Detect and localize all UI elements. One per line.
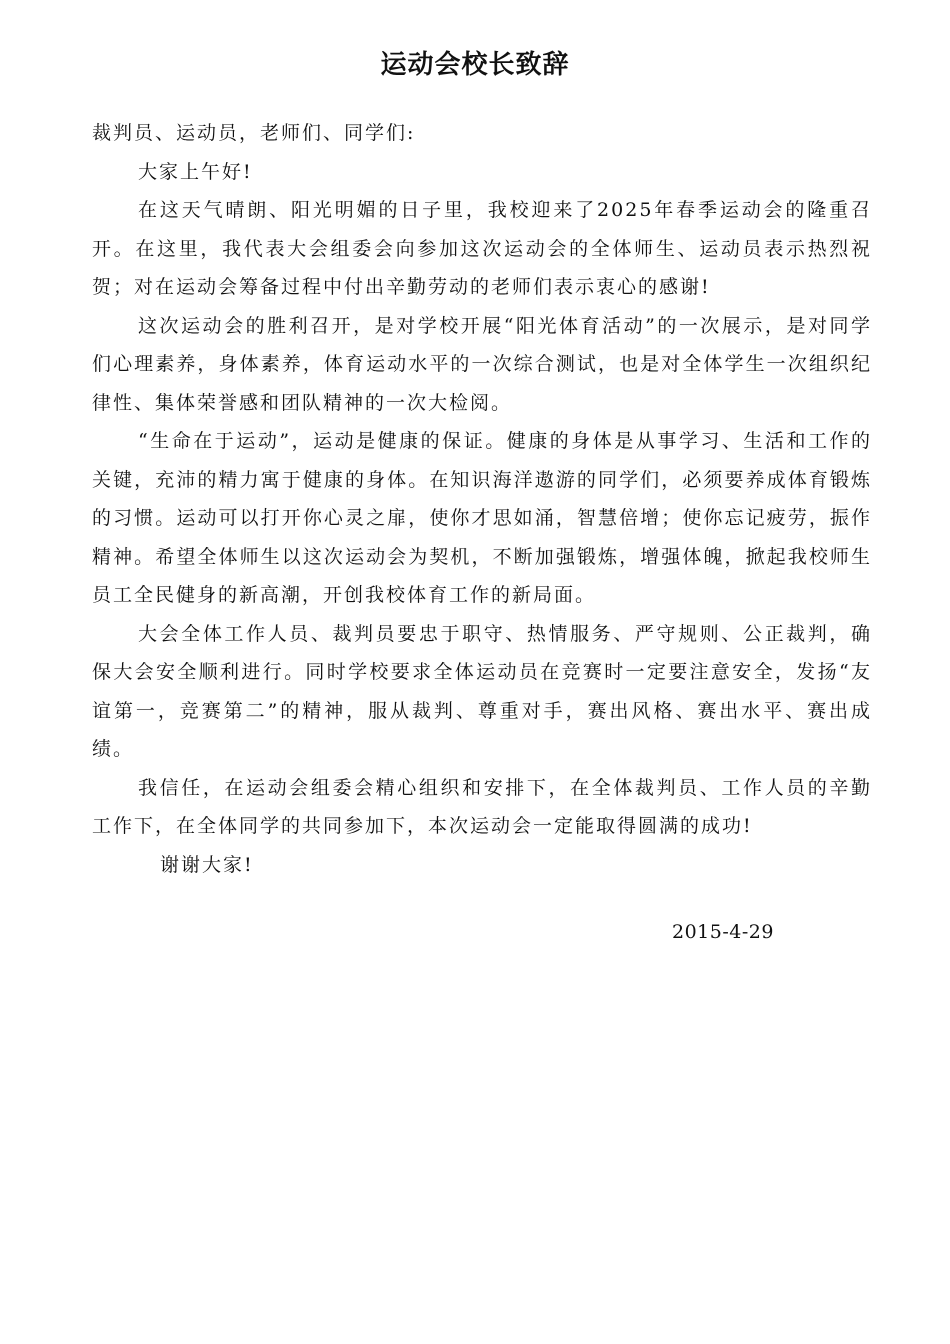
paragraph-conclusion: 我信任，在运动会组委会精心组织和安排下，在全体裁判员、工作人员的辛勤工作下，在全体同学的共同参加下，本次运动会一定能取得圆满的成功! <box>92 776 872 837</box>
paragraph-opening: 在这天气晴朗、阳光明媚的日子里，我校迎来了2025年春季运动会的隆重召开。在这里，我代表大会组委会向参加这次运动会的全体师生、运动员表示热烈祝贺；对在运动会筹备过程中付出辛勤劳动的老师们表示衷心的感谢! <box>92 199 872 298</box>
closing-thanks: 谢谢大家! <box>160 853 254 876</box>
paragraph-greeting: 大家上午好! <box>138 160 253 183</box>
speech-body <box>92 114 872 884</box>
paragraph-requirements: 大会全体工作人员、裁判员要忠于职守、热情服务、严守规则、公正裁判，确保大会安全顺利进行。同时学校要求全体运动员在竞赛时一定要注意安全，发扬“友谊第一，竞赛第二”的精神，服从裁判、尊重对手，赛出风格、赛出水平、赛出成绩。 <box>92 622 872 760</box>
document-date: 2015-4-29 <box>672 921 774 943</box>
salutation: 裁判员、运动员，老师们、同学们: <box>92 122 416 144</box>
page-title: 运动会校长致辞 <box>380 50 570 80</box>
paragraph-significance: 这次运动会的胜利召开，是对学校开展“阳光体育活动”的一次展示，是对同学们心理素养，身体素养，体育运动水平的一次综合测试，也是对全体学生一次组织纪律性、集体荣誉感和团队精神的一次大检阅。 <box>92 314 872 414</box>
paragraph-health: “生命在于运动”，运动是健康的保证。健康的身体是从事学习、生活和工作的关键，充沛的精力寓于健康的身体。在知识海洋遨游的同学们，必须要养成体育锻炼的习惯。运动可以打开你心灵之扉，使你才思如涌，智慧倍增；使你忘记疲劳，振作精神。希望全体师生以这次运动会为契机，不断加强锻炼，增强体魄，掀起我校师生员工全民健身的新高潮，开创我校体育工作的新局面。 <box>92 430 872 606</box>
